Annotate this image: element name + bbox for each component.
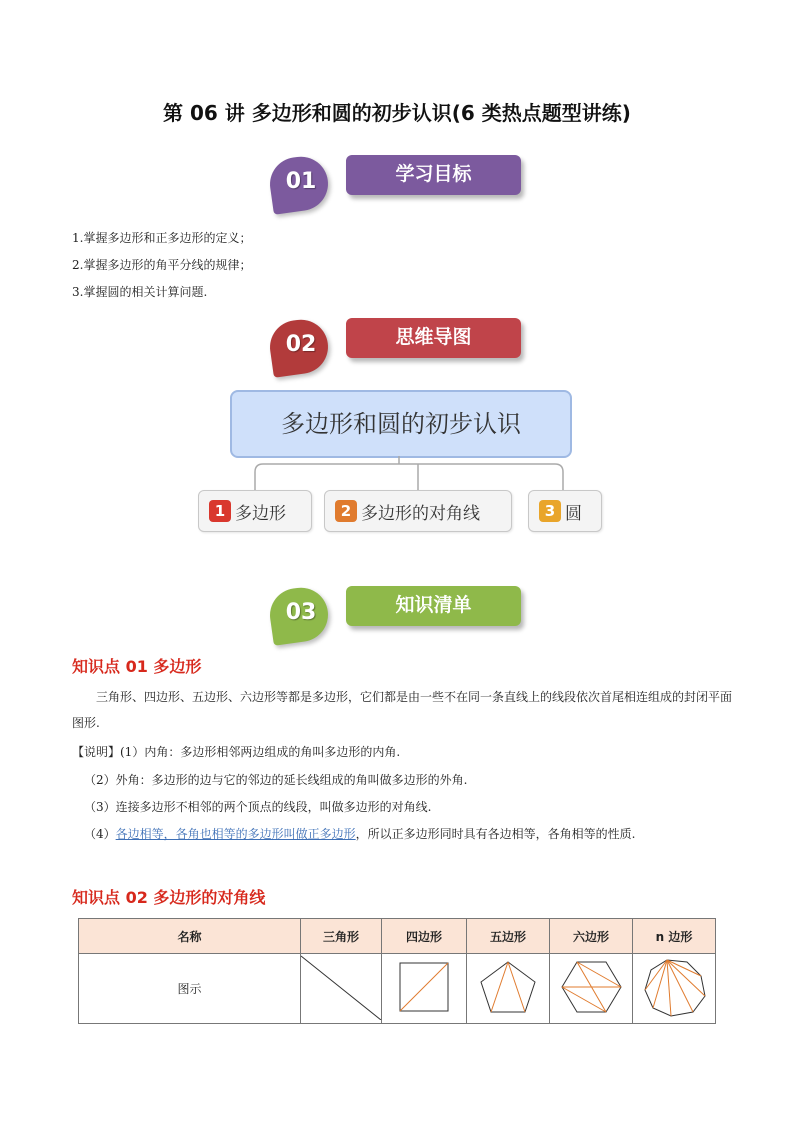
page-title: 第 06 讲 多边形和圆的初步认识(6 类热点题型讲练): [163, 101, 631, 125]
triangle-figure: [301, 954, 382, 1024]
kp1-note: （2）外角：多边形的边与它的邻边的延长线组成的角叫做多边形的外角.: [84, 773, 468, 787]
section-number: 03: [285, 600, 317, 625]
mindmap-node-circle: [528, 490, 602, 532]
pentagon-diagram: [467, 954, 549, 1020]
table-row: [79, 954, 716, 1024]
table-header: 三角形: [301, 919, 382, 954]
section-number: 02: [285, 332, 317, 357]
section-title: 知识清单: [346, 586, 521, 626]
table-header: 五边形: [467, 919, 550, 954]
node-label: 圆: [565, 503, 582, 524]
n-gon-diagram: [633, 954, 715, 1020]
polygon-diagonal-table: [78, 918, 716, 1024]
table-header: 名称: [79, 919, 301, 954]
node-number-badge: 3: [539, 500, 561, 522]
mindmap-node-diagonal: [324, 490, 512, 532]
mindmap-node-polygon: [198, 490, 312, 532]
node-label: 多边形: [235, 503, 286, 524]
n-gon-figure: [633, 954, 716, 1024]
regular-polygon-definition-link[interactable]: 各边相等，各角也相等的多边形叫做正多边形: [115, 827, 356, 841]
note-prefix: （4）: [84, 827, 116, 841]
goal-item: 1.掌握多边形和正多边形的定义；: [72, 231, 252, 245]
note-suffix: ，所以正多边形同时具有各边相等，各角相等的性质.: [355, 827, 636, 841]
quadrilateral-diagram: [382, 954, 466, 1020]
node-label: 多边形的对角线: [361, 503, 480, 524]
pentagon-figure: [467, 954, 550, 1024]
kp1-intro: 三角形、四边形、五边形、六边形等都是多边形，它们都是由一些不在同一条直线上的线段依次首尾相连组成的封闭平面图形.: [72, 690, 733, 730]
node-number-badge: 1: [209, 500, 231, 522]
table-row-label: 图示: [79, 954, 301, 1024]
section-banner-03: [270, 586, 530, 646]
kp1-note: （3）连接多边形不相邻的两个顶点的线段，叫做多边形的对角线.: [84, 800, 432, 814]
knowledge-point-heading: 知识点 01 多边形: [72, 657, 202, 676]
triangle-diagram: [301, 954, 381, 1020]
quadrilateral-figure: [382, 954, 467, 1024]
section-title: 思维导图: [346, 318, 521, 358]
table-header: n 边形: [633, 919, 716, 954]
node-number-badge: 2: [335, 500, 357, 522]
table-header: 六边形: [550, 919, 633, 954]
hexagon-diagram: [550, 954, 632, 1020]
table-header-row: [79, 919, 716, 954]
table-header: 四边形: [382, 919, 467, 954]
kp1-note: [84, 821, 744, 847]
knowledge-point-heading: 知识点 02 多边形的对角线: [72, 888, 266, 907]
section-title: 学习目标: [346, 155, 521, 195]
section-number: 01: [285, 169, 317, 194]
mindmap-root: 多边形和圆的初步认识: [230, 390, 572, 458]
hexagon-figure: [550, 954, 633, 1024]
kp1-note: 【说明】(1）内角：多边形相邻两边组成的角叫多边形的内角.: [72, 745, 401, 759]
goal-item: 2.掌握多边形的角平分线的规律；: [72, 258, 252, 272]
goal-item: 3.掌握圆的相关计算问题.: [72, 285, 208, 299]
